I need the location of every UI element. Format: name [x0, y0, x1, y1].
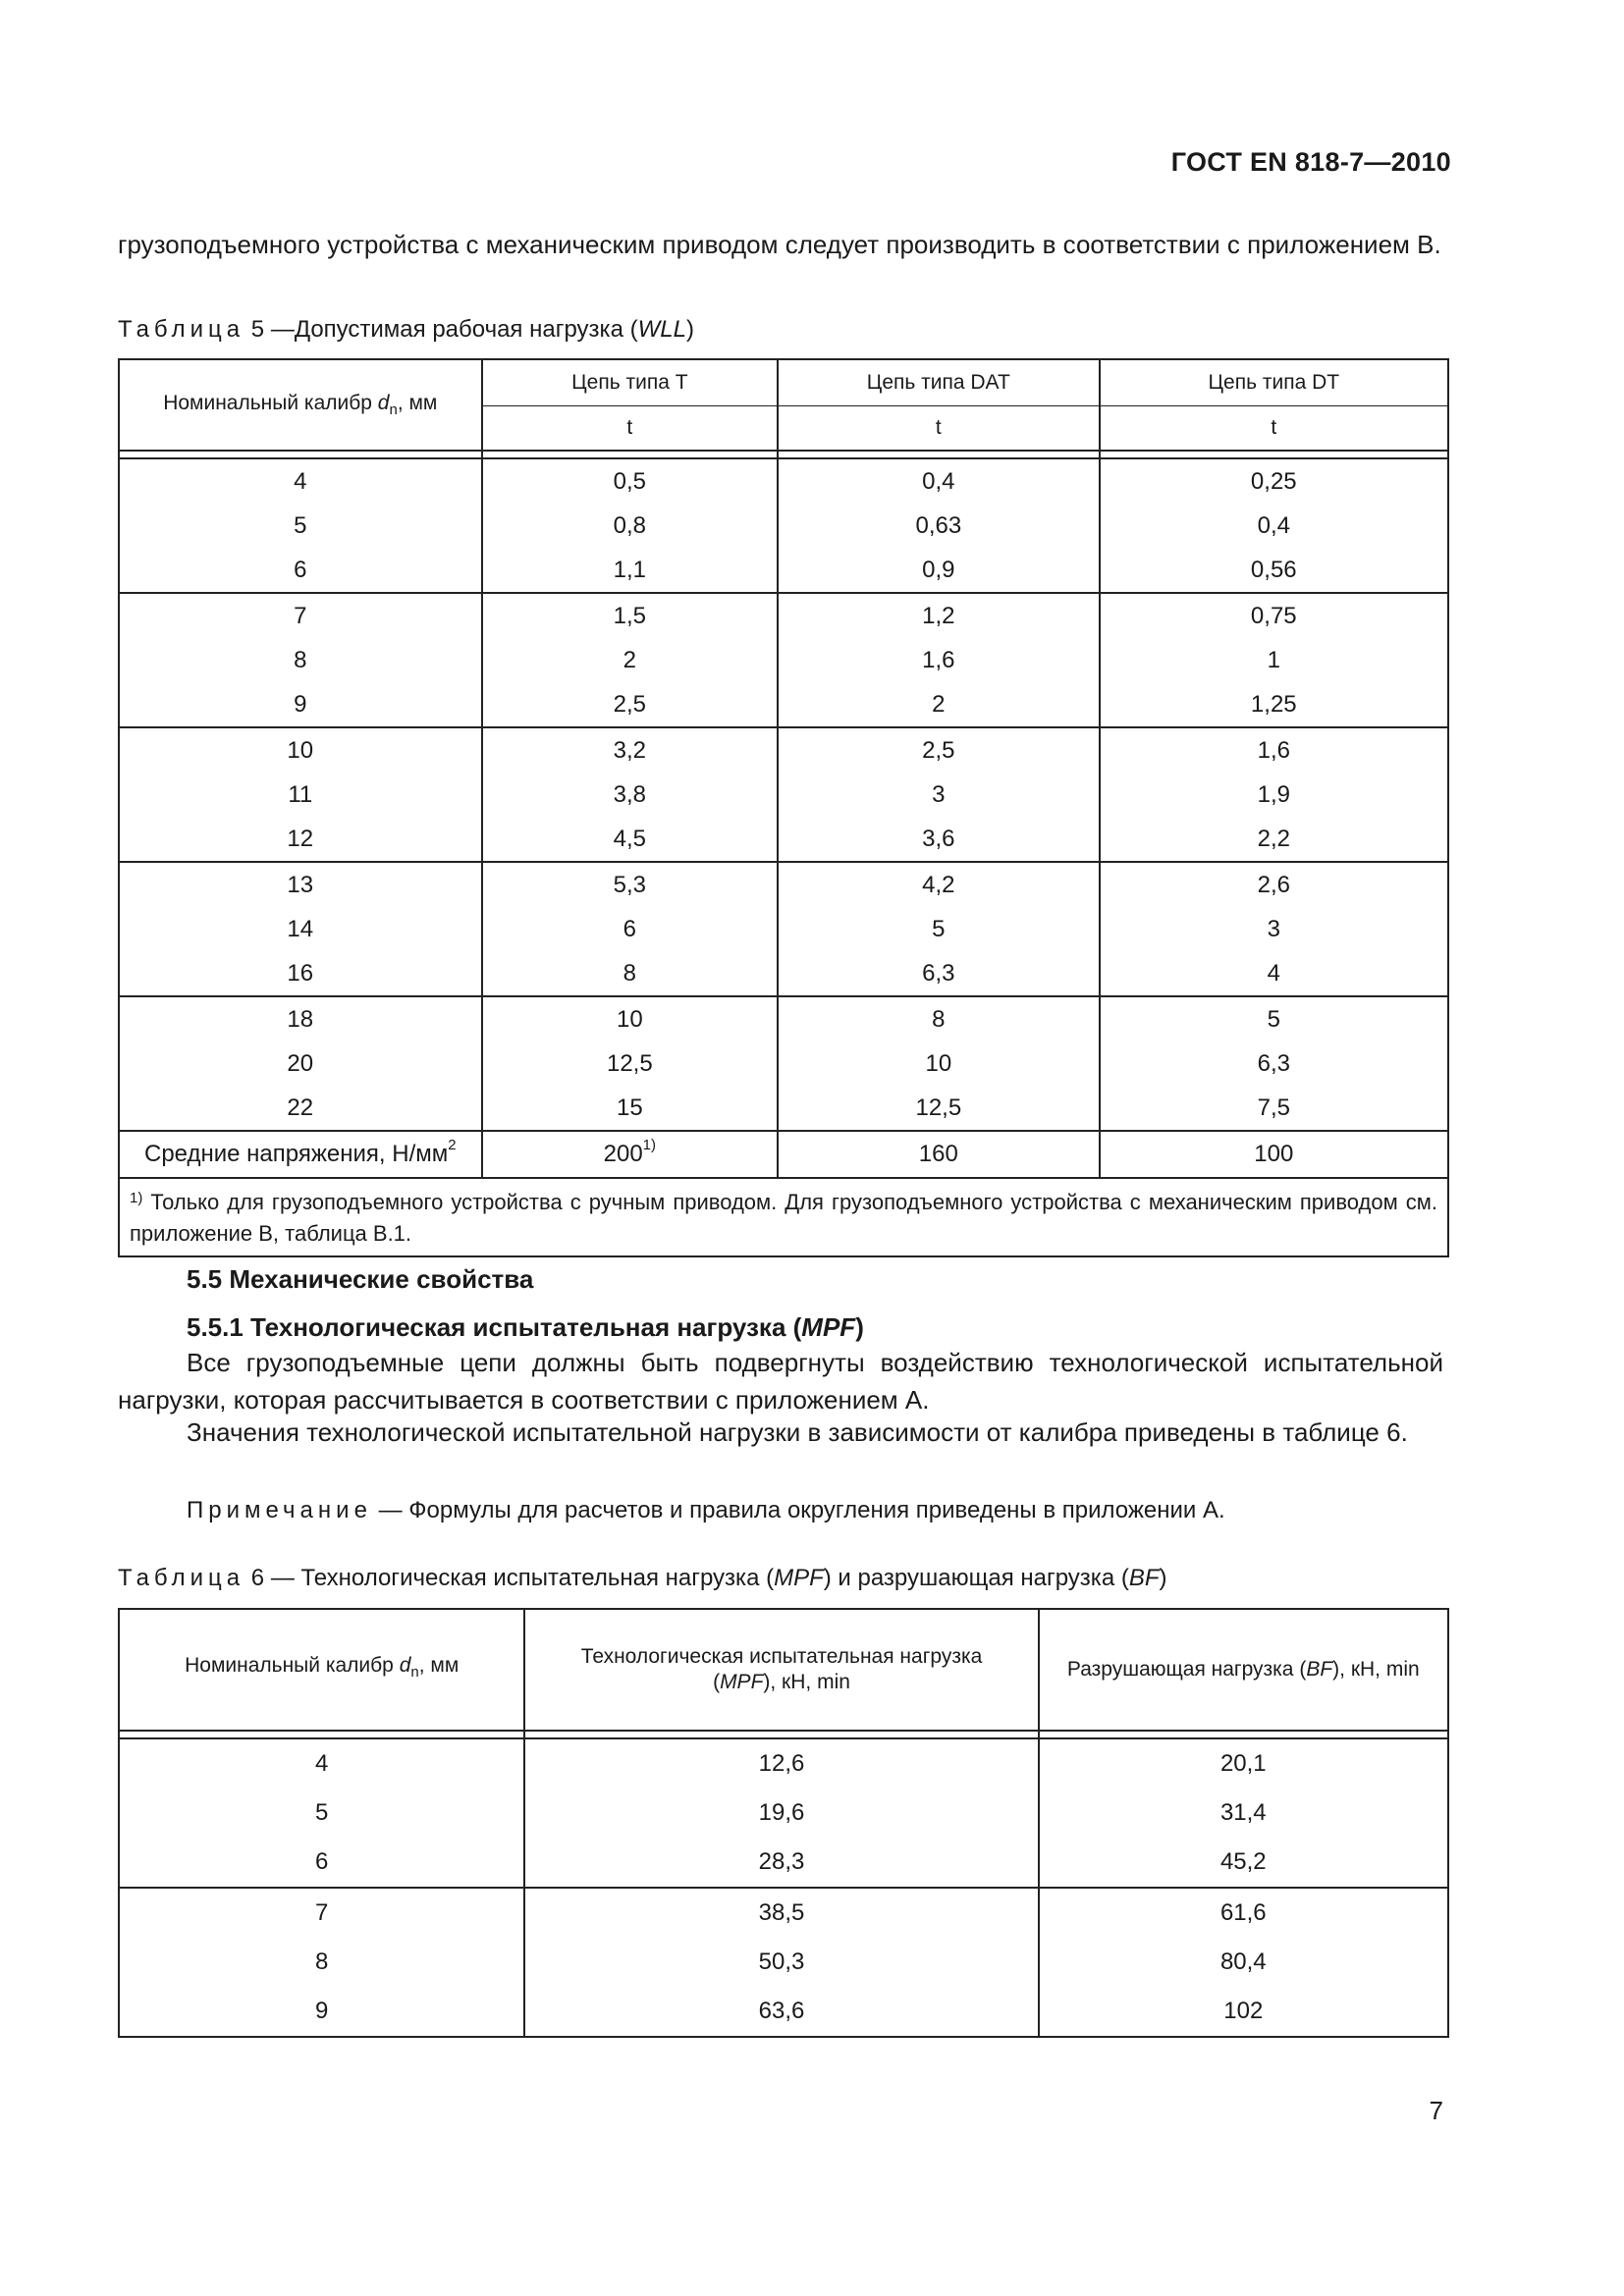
table5-cell: 4,2: [778, 862, 1099, 907]
table5-avg-label: Средние напряжения, $Н/мм^2$: [119, 1131, 482, 1178]
table5-header-separator: [119, 451, 1448, 458]
table6-cell: 5: [119, 1789, 524, 1838]
table5-cell: 6,3: [778, 951, 1099, 996]
note-text: — Формулы для расчетов и правила округления приведены в приложении А.: [378, 1497, 1225, 1523]
table5-cell: 3,2: [482, 727, 779, 773]
table5-cell: 11: [119, 773, 482, 817]
table5-row: [119, 504, 1448, 548]
table5-cell: 0,75: [1100, 593, 1448, 638]
table5-cell: 2,5: [482, 682, 779, 727]
table6-cell: 12,6: [524, 1738, 1038, 1789]
table5-cell: 3,6: [778, 817, 1099, 862]
table5-cell: 0,8: [482, 504, 779, 548]
table5-cell: 0,63: [778, 504, 1099, 548]
paragraph-1: Все грузоподъемные цепи должны быть подвергнуты воздействию технологической испытательной нагрузки, которая рассчитывается в соответствии с приложением А.: [118, 1348, 1443, 1415]
table5-cell: 0,5: [482, 458, 779, 504]
table5-cell: 1,5: [482, 593, 779, 638]
table5-cell: 18: [119, 996, 482, 1041]
table6-cell: 8: [119, 1938, 524, 1987]
section-5-5-1-heading: 5.5.1 Технологическая испытательная нагрузка (MPF): [187, 1312, 864, 1342]
table5-caption-text: Допустимая рабочая нагрузка (: [294, 316, 638, 343]
table5-row: [119, 817, 1448, 862]
table5-cell: 6: [482, 907, 779, 951]
table6-row: [119, 1789, 1448, 1838]
table5-cell: 10: [778, 1041, 1099, 1086]
table5-row: [119, 682, 1448, 727]
table5-cell: 12,5: [778, 1086, 1099, 1131]
table5-cell: 1: [1100, 638, 1448, 682]
table5-cell: 3: [778, 773, 1099, 817]
table6-cell: 63,6: [524, 1987, 1038, 2037]
table6-cell: 61,6: [1039, 1888, 1448, 1938]
table5-unit-dt: t: [1100, 406, 1448, 452]
table5-col-t: Цепь типа T: [482, 359, 779, 406]
table5-cell: 5: [119, 504, 482, 548]
table5-cell: 0,4: [778, 458, 1099, 504]
table5-col-caliber: Номинальный калибр $d_n$, мм: [119, 359, 482, 451]
table5-cell: 7,5: [1100, 1086, 1448, 1131]
table5-cell: 1,6: [1100, 727, 1448, 773]
table5-cell: 0,56: [1100, 548, 1448, 593]
table5-cell: 2,5: [778, 727, 1099, 773]
table5-header-row: [119, 359, 1448, 406]
table5-body: [119, 458, 1448, 1131]
table5-cell: 2: [778, 682, 1099, 727]
table6-row: [119, 1738, 1448, 1789]
table5-cell: 8: [482, 951, 779, 996]
table6-col-mpf: Технологическая испытательная нагрузка (MPF), кН, min: [524, 1609, 1038, 1731]
table5-cell: 2,6: [1100, 862, 1448, 907]
document-code: ГОСТ EN 818-7—2010: [1170, 147, 1451, 177]
table6-cell: 80,4: [1039, 1938, 1448, 1987]
note: [187, 1497, 1225, 1524]
table6-col-caliber: Номинальный калибр $d_n$, мм: [119, 1609, 524, 1731]
table5-row: [119, 951, 1448, 996]
table5-cell: 5: [778, 907, 1099, 951]
section-5-5-heading: 5.5 Механические свойства: [187, 1264, 534, 1294]
table6-caption-label: Таблица: [118, 1565, 245, 1591]
table5-cell: 5: [1100, 996, 1448, 1041]
table6-cell: 50,3: [524, 1938, 1038, 1987]
table5-row: [119, 773, 1448, 817]
intro-paragraph: грузоподъемного устройства с механическим приводом следует производить в соответствии с приложением В.: [118, 230, 1441, 259]
table5-cell: 4: [1100, 951, 1448, 996]
table6-row: [119, 1838, 1448, 1888]
table5-row: [119, 862, 1448, 907]
note-label: Примечание: [187, 1497, 372, 1523]
table5-cell: 0,4: [1100, 504, 1448, 548]
table5-cell: 8: [119, 638, 482, 682]
table5-row: [119, 1041, 1448, 1086]
table5-unit-dat: t: [778, 406, 1099, 452]
table5-cell: 1,25: [1100, 682, 1448, 727]
page-number: 7: [1429, 2096, 1443, 2125]
table5-cell: 1,6: [778, 638, 1099, 682]
table5-caption-number: 5: [250, 316, 265, 343]
table5-row: [119, 593, 1448, 638]
table6: [118, 1608, 1449, 2038]
table5-row: [119, 727, 1448, 773]
table5-average-row: [119, 1131, 1448, 1178]
table5-row: [119, 996, 1448, 1041]
table5-cell: 7: [119, 593, 482, 638]
table5-cell: 3,8: [482, 773, 779, 817]
table6-cell: 6: [119, 1838, 524, 1888]
table5-col-dat: Цепь типа DAT: [778, 359, 1099, 406]
table5-cell: 20: [119, 1041, 482, 1086]
table6-cell: 4: [119, 1738, 524, 1789]
table5-caption: [118, 316, 694, 344]
table5-row: [119, 458, 1448, 504]
table6-header-row: [119, 1609, 1448, 1731]
table6-row: [119, 1987, 1448, 2037]
table5-cell: 0,9: [778, 548, 1099, 593]
table5-cell: 2: [482, 638, 779, 682]
table5-cell: 4: [119, 458, 482, 504]
table6-header-separator: [119, 1731, 1448, 1738]
table5-cell: 0,25: [1100, 458, 1448, 504]
table6-row: [119, 1888, 1448, 1938]
table5-row: [119, 548, 1448, 593]
table5-cell: 1,9: [1100, 773, 1448, 817]
table5-footnote: $^{1)}$ Только для грузоподъемного устройства с ручным приводом. Для грузоподъемного устройства с механическим приводом см. приложение В, таблица В.1.: [119, 1178, 1448, 1256]
table6-col-bf: Разрушающая нагрузка (BF), кН, min: [1039, 1609, 1448, 1731]
table5-cell: 12: [119, 817, 482, 862]
table5: [118, 358, 1449, 1257]
table6-body: [119, 1738, 1448, 2037]
table5-cell: 2,2: [1100, 817, 1448, 862]
table5-row: [119, 907, 1448, 951]
table5-avg-t: 200$^{1)}$: [482, 1131, 779, 1178]
table6-cell: 102: [1039, 1987, 1448, 2037]
table6-cell: 20,1: [1039, 1738, 1448, 1789]
table5-row: [119, 1086, 1448, 1131]
table6-cell: 28,3: [524, 1838, 1038, 1888]
table5-cell: 3: [1100, 907, 1448, 951]
table5-col-dt: Цепь типа DT: [1100, 359, 1448, 406]
table6-cell: 45,2: [1039, 1838, 1448, 1888]
table5-unit-t: t: [482, 406, 779, 452]
table5-caption-label: Таблица: [118, 316, 245, 343]
table5-cell: 14: [119, 907, 482, 951]
table5-cell: 4,5: [482, 817, 779, 862]
table5-cell: 13: [119, 862, 482, 907]
table5-avg-dat: 160: [778, 1131, 1099, 1178]
table5-cell: 8: [778, 996, 1099, 1041]
table5-cell: 6: [119, 548, 482, 593]
table5-cell: 12,5: [482, 1041, 779, 1086]
table5-caption-dash: —: [270, 316, 295, 343]
table5-cell: 10: [482, 996, 779, 1041]
table5-cell: 16: [119, 951, 482, 996]
table6-cell: 19,6: [524, 1789, 1038, 1838]
table5-cell: 1,2: [778, 593, 1099, 638]
table5-caption-italic: WLL: [637, 316, 686, 343]
table5-cell: 22: [119, 1086, 482, 1131]
table5-footnote-row: [119, 1178, 1448, 1256]
table5-cell: 15: [482, 1086, 779, 1131]
table6-row: [119, 1938, 1448, 1987]
table5-caption-close: ): [685, 316, 694, 343]
table6-cell: 9: [119, 1987, 524, 2037]
table6-cell: 7: [119, 1888, 524, 1938]
table5-avg-dt: 100: [1100, 1131, 1448, 1178]
paragraph-2: Значения технологической испытательной нагрузки в зависимости от калибра приведены в таблице 6.: [187, 1417, 1408, 1447]
table5-cell: 6,3: [1100, 1041, 1448, 1086]
table5-cell: 9: [119, 682, 482, 727]
table5-row: [119, 638, 1448, 682]
table6-cell: 38,5: [524, 1888, 1038, 1938]
table6-cell: 31,4: [1039, 1789, 1448, 1838]
table5-cell: 1,1: [482, 548, 779, 593]
table5-cell: 10: [119, 727, 482, 773]
table5-cell: 5,3: [482, 862, 779, 907]
table6-caption: Таблица 6 — Технологическая испытательная нагрузка (MPF) и разрушающая нагрузка (BF): [118, 1565, 1167, 1591]
